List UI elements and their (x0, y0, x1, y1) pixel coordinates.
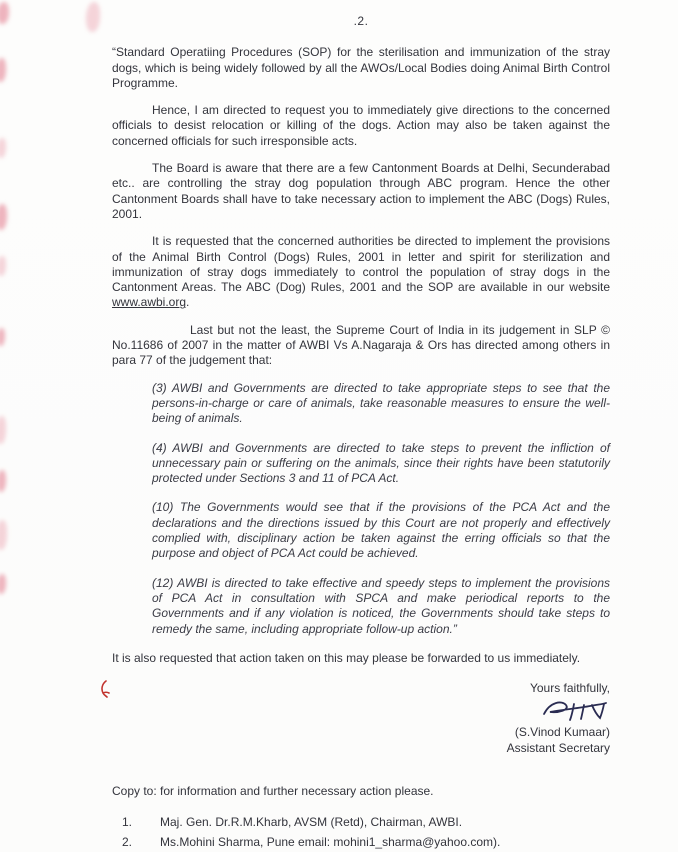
copy-item-text: Ms.Mohini Sharma, Pune email: mohini1_sharma@yahoo.com). (160, 834, 501, 849)
copy-to-block (112, 784, 610, 850)
red-pen-mark (98, 680, 112, 698)
paragraph-directions: Hence, I am directed to request you to immediately give directions to the concerned officials to desist relocation or killing of the dogs. Action may also be taken against the concerned officials for such irresponsible acts. (112, 103, 610, 148)
copy-list (112, 815, 610, 850)
website-link[interactable]: www.awbi.org (112, 295, 187, 310)
scan-artifact (0, 256, 6, 276)
paragraph-abc-rules (112, 234, 610, 310)
copy-item-text: Maj. Gen. Dr.R.M.Kharb, AVSM (Retd), Chairman, AWBI. (160, 815, 463, 830)
closing-salutation: Yours faithfully, (529, 681, 610, 696)
copy-to-heading: Copy to: for information and further necessary action please. (112, 784, 434, 799)
closing-block (112, 680, 610, 756)
paragraph-supreme-court: Last but not the least, the Supreme Court of India in its judgement in SLP © No.11686 of 2007 in the matter of AWBI Vs A.Nagaraja & Ors has directed among others in para 77 of the judgement that: (112, 322, 610, 368)
scan-artifact (0, 2, 9, 24)
scan-artifact (0, 58, 6, 82)
copy-list-item (122, 835, 610, 850)
scan-artifact (0, 204, 7, 230)
copy-item-number: 2. (122, 834, 133, 849)
letter-body (112, 14, 610, 854)
scan-artifact (0, 416, 6, 444)
paragraph-board-aware: The Board is aware that there are a few Cantonment Boards at Delhi, Secunderabad etc.. are controlling the stray dog population through ABC program. Hence the other Cantonment Boards shall have to take necessary action to implement the ABC (Dogs) Rules, 2001. (112, 161, 610, 221)
scan-artifact (0, 520, 7, 550)
copy-list-item (122, 815, 610, 830)
page-number: .2. (353, 14, 369, 28)
paragraph-sop: “Standard Operatiing Procedures (SOP) for the sterilisation and immunization of the stray dogs, which is being widely followed by all the AWOs/Local Bodies doing Animal Birth Control Programme. (112, 45, 610, 90)
judgement-quote-10: (10) The Governments would see that if the provisions of the PCA Act and the declarations and the directions issued by this Court are not properly and effectively complied with, disciplinary action be taken against the erring officials so that the purpose and object of PCA Act could be achieved. (152, 500, 610, 561)
paragraph-abc-rules-tail: . (186, 295, 190, 310)
signatory-name: (S.Vinod Kumaar) (514, 725, 610, 740)
judgement-quote-4: (4) AWBI and Governments are directed to take steps to prevent the infliction of unnecessary pain or suffering on the animals, since their rights have been statutorily protected under Sections 3 and 11 of PCA Act. (152, 440, 610, 486)
judgement-quote-3: (3) AWBI and Governments are directed to take appropriate steps to see that the persons-in-charge or care of animals, take reasonable measures to ensure the well-being of animals. (152, 380, 610, 426)
judgement-quote-12: (12) AWBI is directed to take effective and speedy steps to implement the provisions of PCA Act in consultation with SPCA and make periodical reports to the Governments and if any violation is noticed, the Governments should take steps to remedy the same, including appropriate follow-up action.” (152, 575, 610, 636)
scan-artifact (0, 328, 5, 346)
scan-artifact (0, 470, 6, 492)
paragraph-abc-rules-text: It is requested that the concerned authorities be directed to implement the provisions of the Animal Birth Control (Dogs) Rules, 2001 in letter and spirit for sterilization and immunization of stray dogs immediately to control the population of stray dogs in the Cantonment Areas. The ABC (Dog) Rules, 2001 and the SOP are available in our website (112, 234, 610, 295)
scan-artifact (86, 2, 100, 32)
signature (540, 698, 610, 724)
scan-artifact (0, 138, 6, 158)
signatory-title: Assistant Secretary (506, 741, 610, 756)
scan-artifact (0, 574, 6, 594)
paragraph-action-taken: It is also requested that action taken on this may please be forwarded to us immediately. (112, 650, 581, 665)
copy-item-number: 1. (122, 815, 133, 830)
